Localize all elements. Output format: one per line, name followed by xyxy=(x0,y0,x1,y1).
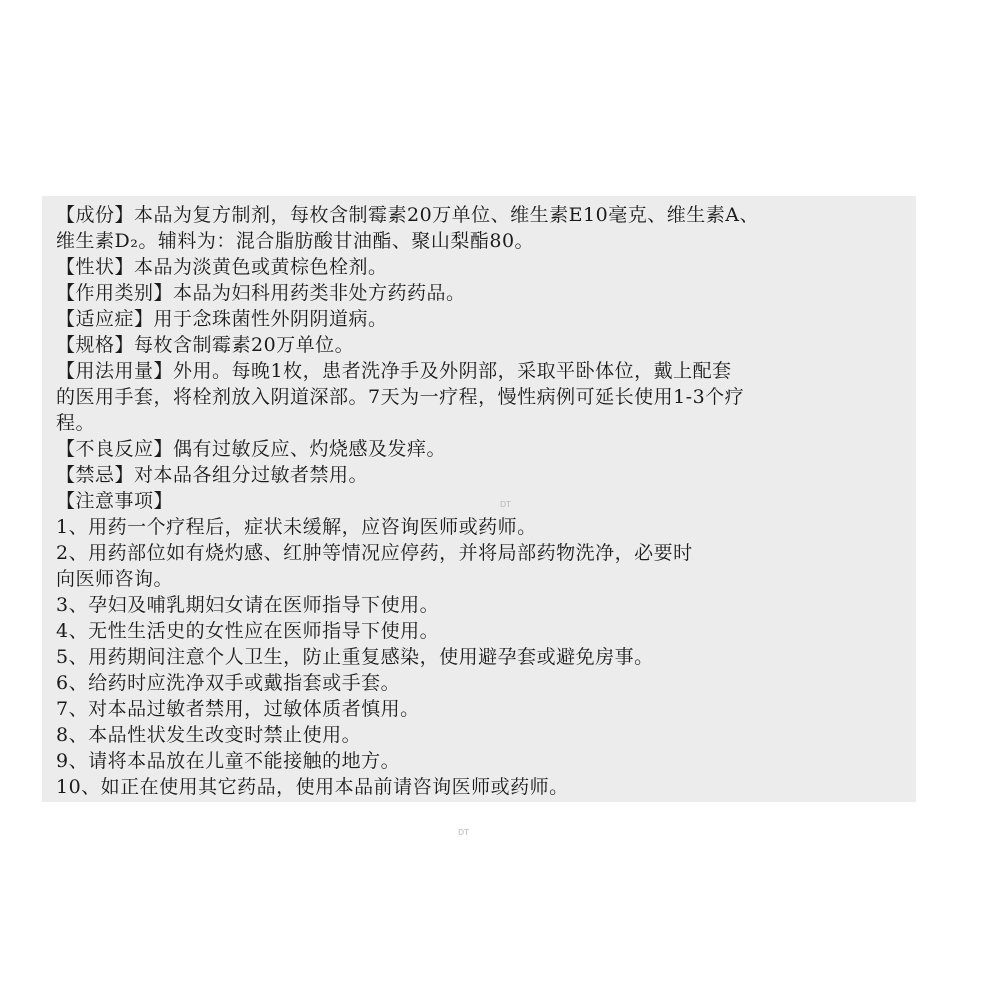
precaution-item-8: 8、本品性状发生改变时禁止使用。 xyxy=(56,724,362,746)
dosage-line-1: 【用法用量】外用。每晚1枚，患者洗净手及外阴部，采取平卧体位，戴上配套 xyxy=(56,360,732,382)
precaution-item-7: 7、对本品过敏者禁用，过敏体质者慎用。 xyxy=(56,698,420,720)
adverse-reactions-line: 【不良反应】偶有过敏反应、灼烧感及发痒。 xyxy=(56,438,447,460)
drug-leaflet xyxy=(42,196,916,802)
contraindications-line: 【禁忌】对本品各组分过敏者禁用。 xyxy=(56,464,369,486)
dosage-line-2: 的医用手套，将栓剂放入阴道深部。7天为一疗程，慢性病例可延长使用1-3个疗 xyxy=(56,386,745,408)
ingredients-line-2: 维生素D₂。辅料为：混合脂肪酸甘油酯、聚山梨酯80。 xyxy=(56,230,535,252)
precaution-item-9: 9、请将本品放在儿童不能接触的地方。 xyxy=(56,750,401,772)
precautions-heading: 【注意事项】 xyxy=(56,490,174,512)
precaution-item-2-line-1: 2、用药部位如有烧灼感、红肿等情况应停药，并将局部药物洗净，必要时 xyxy=(56,542,693,564)
dosage-line-3: 程。 xyxy=(56,412,96,434)
watermark-bottom: DT xyxy=(458,828,470,837)
specification-line: 【规格】每枚含制霉素20万单位。 xyxy=(56,334,355,356)
precaution-item-2-line-2: 向医师咨询。 xyxy=(56,568,174,590)
precaution-item-6: 6、给药时应洗净双手或戴指套或手套。 xyxy=(56,672,401,694)
precaution-item-1: 1、用药一个疗程后，症状未缓解，应咨询医师或药师。 xyxy=(56,516,537,538)
precaution-item-4: 4、无性生活史的女性应在医师指导下使用。 xyxy=(56,620,440,642)
indication-line: 【适应症】用于念珠菌性外阴阴道病。 xyxy=(56,308,388,330)
category-line: 【作用类别】本品为妇科用药类非处方药药品。 xyxy=(56,282,466,304)
watermark-center: DT xyxy=(500,500,512,509)
appearance-line: 【性状】本品为淡黄色或黄棕色栓剂。 xyxy=(56,256,388,278)
precaution-item-5: 5、用药期间注意个人卫生，防止重复感染，使用避孕套或避免房事。 xyxy=(56,646,654,668)
precaution-item-3: 3、孕妇及哺乳期妇女请在医师指导下使用。 xyxy=(56,594,440,616)
ingredients-line-1: 【成份】本品为复方制剂，每枚含制霉素20万单位、维生素E10毫克、维生素A、 xyxy=(56,204,759,226)
precaution-item-10: 10、如正在使用其它药品，使用本品前请咨询医师或药师。 xyxy=(56,776,569,798)
